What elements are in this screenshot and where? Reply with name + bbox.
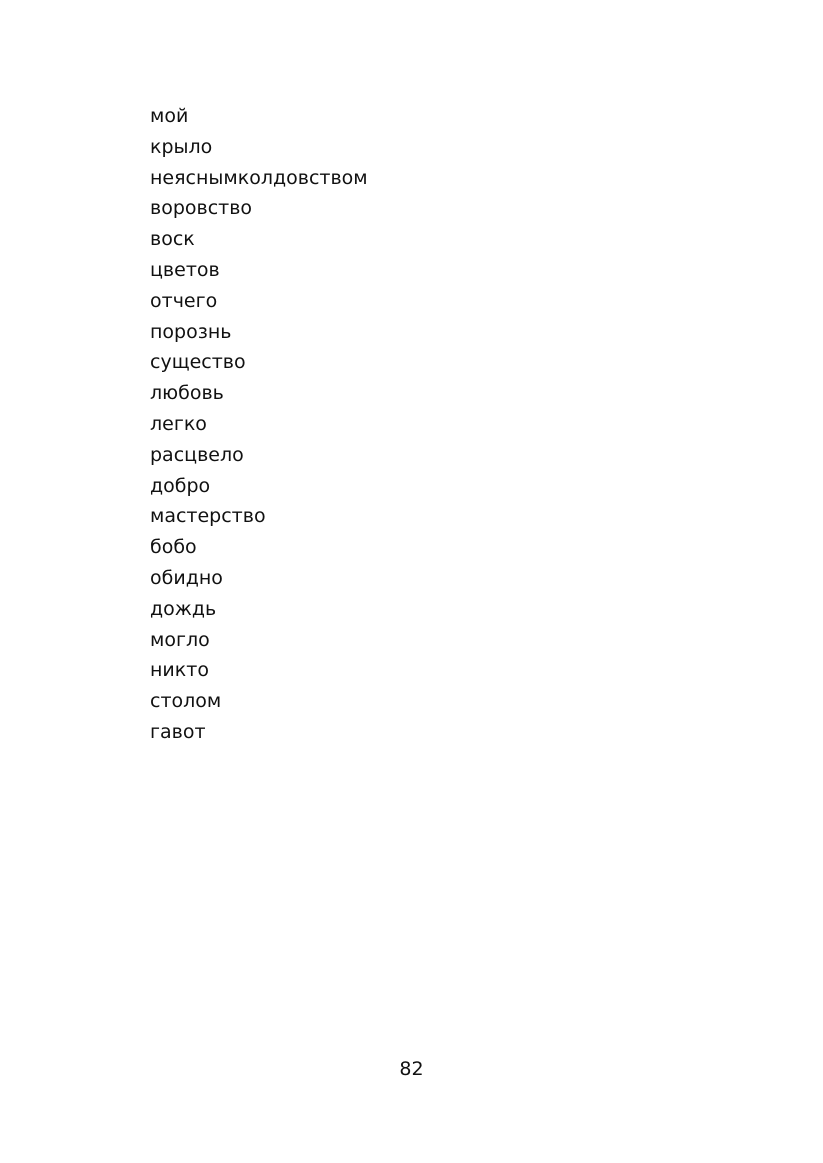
word-item: существо xyxy=(150,351,246,374)
word-item: мастерство xyxy=(150,505,266,528)
word-item: неяснымколдовством xyxy=(150,166,368,189)
word-item: любовь xyxy=(150,382,224,405)
word-item: мой xyxy=(150,105,189,127)
page-number: 82 xyxy=(399,1058,424,1080)
word-item: воск xyxy=(150,228,195,251)
word-item: воровство xyxy=(150,197,253,220)
word-item: обидно xyxy=(150,566,223,589)
word-item: цветов xyxy=(150,258,220,281)
word-item: отчего xyxy=(150,289,218,312)
word-item: никто xyxy=(150,659,209,682)
word-item: дождь xyxy=(150,597,217,620)
word-item: добро xyxy=(150,474,211,497)
word-item: столом xyxy=(150,690,222,713)
word-item: порознь xyxy=(150,320,232,343)
word-item: бобо xyxy=(150,536,197,559)
word-item: гавот xyxy=(150,720,206,743)
word-list xyxy=(150,101,368,748)
word-item: расцвело xyxy=(150,443,244,466)
word-item: крыло xyxy=(150,135,213,158)
word-item: легко xyxy=(150,412,207,435)
word-item: могло xyxy=(150,628,210,651)
